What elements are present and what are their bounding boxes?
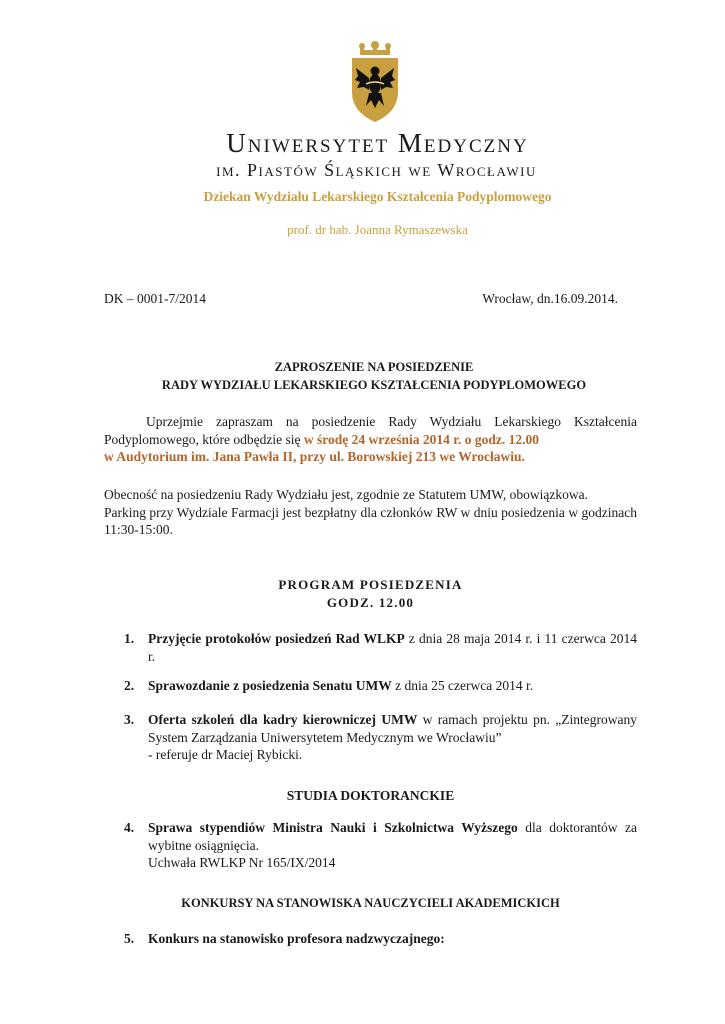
section-doctoral-studies: STUDIA DOKTORANCKIE [286, 788, 455, 803]
invitation-paragraph [104, 413, 637, 466]
agenda-item-presenter: - referuje dr Maciej Rybicki. [148, 747, 303, 762]
university-name: Uniwersytet Medyczny [226, 128, 529, 158]
reference-number: DK – 0001-7/2014 [104, 291, 206, 306]
parking-text: Parking przy Wydziale Farmacji jest bezpłatny dla członków RW w dniu posiedzenia w godzinach 11:30-15:00. [104, 504, 637, 537]
section-academic-competitions: KONKURSY NA STANOWISKA NAUCZYCIELI AKADEMICKICH [181, 896, 560, 910]
agenda-item-title: Sprawa stypendiów Ministra Nauki i Szkolnictwa Wyższego [148, 820, 518, 835]
agenda-item-title: Przyjęcie protokołów posiedzeń Rad WLKP [148, 631, 405, 646]
program-heading [104, 576, 637, 612]
dean-name: prof. dr hab. Joanna Rymaszewska [287, 222, 468, 237]
agenda-item-detail: w ramach projektu pn. „Zintegrowany System Zarządzania Uniwersytetem Medycznym we Wrocławiu” [148, 712, 637, 745]
agenda-item-detail: dla doktorantów za wybitne osiągnięcia. [148, 820, 637, 853]
agenda-item-title: Konkurs na stanowisko profesora nadzwyczajnego: [148, 931, 445, 946]
meeting-place-highlight: w Audytorium im. Jana Pawła II, przy ul. Borowskiej 213 we Wrocławiu. [104, 449, 525, 464]
attendance-paragraph [104, 486, 637, 539]
program-time: GODZ. 12.00 [326, 595, 415, 610]
invitation-line-1: ZAPROSZENIE NA POSIEDZENIE [274, 360, 474, 374]
meeting-date-highlight: w środę 24 września 2014 r. o godz. 12.00 [303, 431, 539, 447]
agenda-item-number: 1. [124, 631, 135, 646]
invitation-heading [104, 358, 634, 394]
agenda-item-detail: z dnia 25 czerwca 2014 r. [391, 678, 534, 693]
agenda-item-detail: z dnia 28 maja 2014 r. i 11 czerwca 2014 r. [148, 631, 637, 664]
university-subtitle: im. Piastów Śląskich we Wrocławiu [216, 160, 537, 180]
invitation-line-2: RADY WYDZIAŁU LEKARSKIEGO KSZTAŁCENIA PODYPLOMOWEGO [161, 378, 587, 392]
agenda-item-title: Sprawozdanie z posiedzenia Senatu UMW [148, 678, 392, 693]
dean-title: Dziekan Wydziału Lekarskiego Kształcenia Podyplomowego [203, 189, 552, 204]
agenda-item-number: 2. [124, 678, 135, 693]
program-title: PROGRAM POSIEDZENIA [278, 577, 463, 592]
agenda-item-number: 3. [124, 712, 135, 727]
place-date: Wrocław, dn.16.09.2014. [482, 291, 618, 306]
invitation-text: Uprzejmie zapraszam na posiedzenie Rady Wydziału Lekarskiego Kształcenia Podyplomowego, które odbędzie się [104, 414, 637, 447]
agenda-item-number: 5. [124, 931, 135, 946]
agenda-item-title: Oferta szkoleń dla kadry kierowniczej UMW [148, 712, 418, 727]
university-emblem-logo [338, 40, 412, 124]
agenda-item-resolution: Uchwała RWLKP Nr 165/IX/2014 [148, 855, 336, 870]
agenda-item-number: 4. [124, 820, 135, 835]
attendance-text: Obecność na posiedzeniu Rady Wydziału jest, zgodnie ze Statutem UMW, obowiązkowa. [104, 487, 588, 502]
